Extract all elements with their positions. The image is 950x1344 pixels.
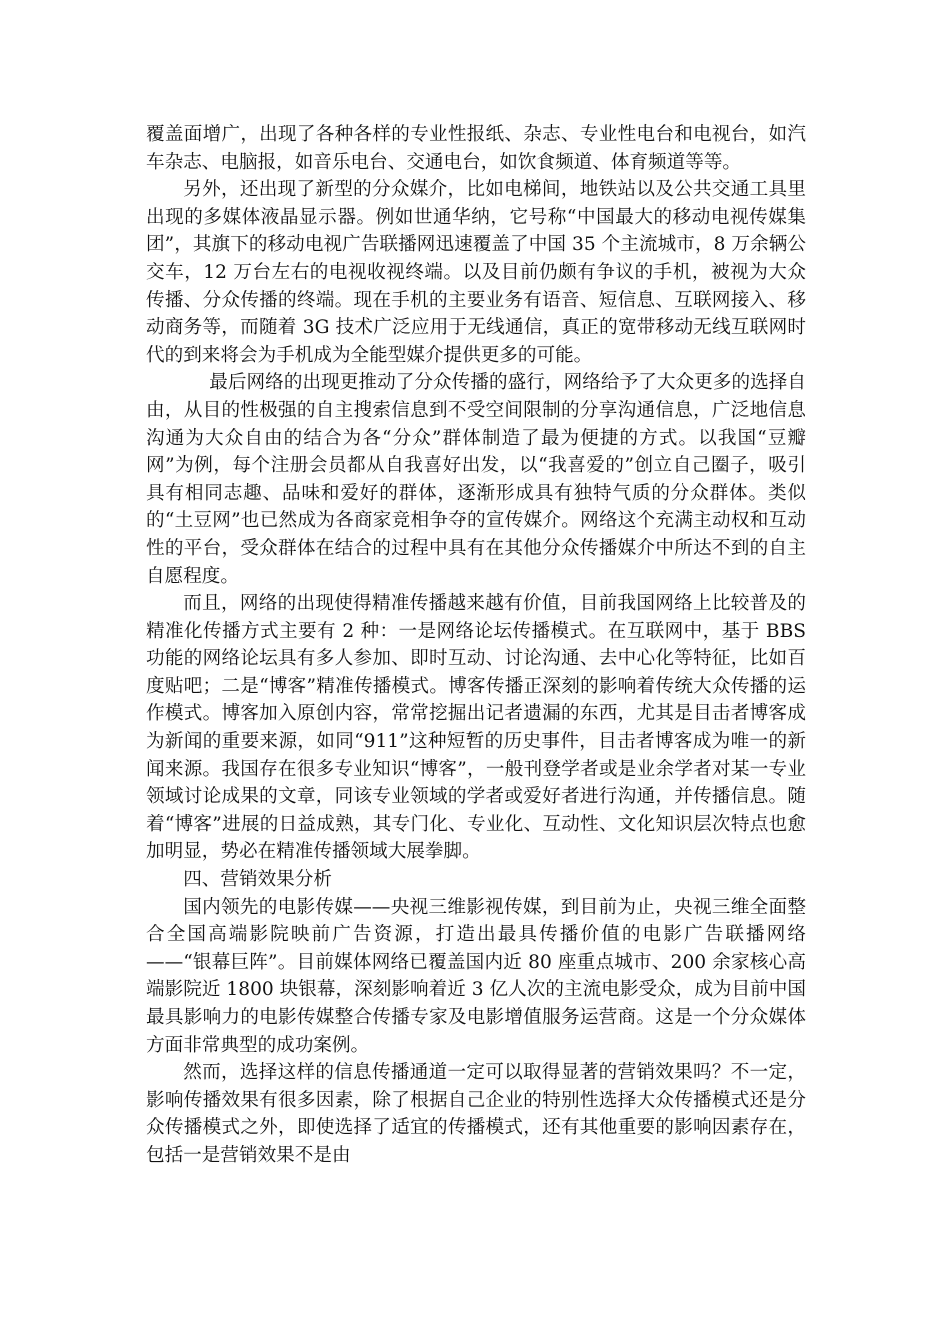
- document-body: [146, 121, 806, 1170]
- section-heading-marketing-effect: 四、营销效果分析: [183, 869, 332, 891]
- paragraph-case-study: 国内领先的电影传媒——央视三维影视传媒，到目前为止，央视三维全面整合全国高端影院映前广告资源，打造出最具传播价值的电影广告联播网络——“银幕巨阵”。目前媒体网络已覆盖国内近 80 座重点城市、200 余家核心高端影院近 1800 块银幕，深刻影响着近 3 亿人次的主流电影受众，成为目前中国最具影响力的电影传媒整合传播专家及电影增值服务运营商。这是一个分众媒体方面非常典型的成功案例。: [146, 896, 806, 1056]
- paragraph-continuation: 覆盖面增广，出现了各种各样的专业性报纸、杂志、专业性电台和电视台，如汽车杂志、电脑报，如音乐电台、交通电台，如饮食频道、体育频道等等。: [146, 124, 806, 173]
- paragraph-new-media: 另外，还出现了新型的分众媒介，比如电梯间，地铁站以及公共交通工具里出现的多媒体液晶显示器。例如世通华纳，它号称“中国最大的移动电视传媒集团”，其旗下的移动电视广告联播网迅速覆盖了中国 35 个主流城市，8 万余辆公交车，12 万台左右的电视收视终端。以及目前仍颇有争议的手机，被视为大众传播、分众传播的终端。现在手机的主要业务有语音、短信息、互联网接入、移动商务等，而随着 3G 技术广泛应用于无线通信，真正的宽带移动无线互联网时代的到来将会为手机成为全能型媒介提供更多的可能。: [146, 179, 806, 366]
- paragraph-precision-communication: 而且，网络的出现使得精准传播越来越有价值，目前我国网络上比较普及的精准化传播方式主要有 2 种：一是网络论坛传播模式。在互联网中，基于 BBS 功能的网络论坛具有多人参加、即时互动、讨论沟通、去中心化等特征，比如百度贴吧；二是“博客”精准传播模式。博客传播正深刻的影响着传统大众传播的运作模式。博客加入原创内容，常常挖掘出记者遗漏的东西，尤其是目击者博客成为新闻的重要来源，如同“911”这种短暂的历史事件，目击者博客成为唯一的新闻来源。我国存在很多专业知识“博客”，一般刊登学者或是业余学者对某一专业领域讨论成果的文章，同该专业领域的学者或爱好者进行沟通，并传播信息。随着“博客”进展的日益成熟，其专门化、专业化、互动性、文化知识层次特点也愈加明显，势必在精准传播领域大展拳脚。: [146, 593, 806, 863]
- paragraph-internet: 最后网络的出现更推动了分众传播的盛行，网络给予了大众更多的选择自由，从目的性极强的自主搜索信息到不受空间限制的分享沟通信息，广泛地信息沟通为大众自由的结合为各“分众”群体制造了最为便捷的方式。以我国“豆瓣网”为例，每个注册会员都从自我喜好出发，以“我喜爱的”创立自己圈子，吸引具有相同志趣、品味和爱好的群体，逐渐形成具有独特气质的分众群体。类似的“土豆网”也已然成为各商家竞相争夺的宣传媒介。网络这个充满主动权和互动性的平台，受众群体在结合的过程中具有在其他分众传播媒介中所达不到的自主自愿程度。: [146, 372, 806, 587]
- paragraph-effect-factors: 然而，选择这样的信息传播通道一定可以取得显著的营销效果吗？不一定，影响传播效果有很多因素，除了根据自己企业的特别性选择大众传播模式还是分众传播模式之外，即使选择了适宜的传播模式，还有其他重要的影响因素存在，包括一是营销效果不是由: [146, 1062, 806, 1166]
